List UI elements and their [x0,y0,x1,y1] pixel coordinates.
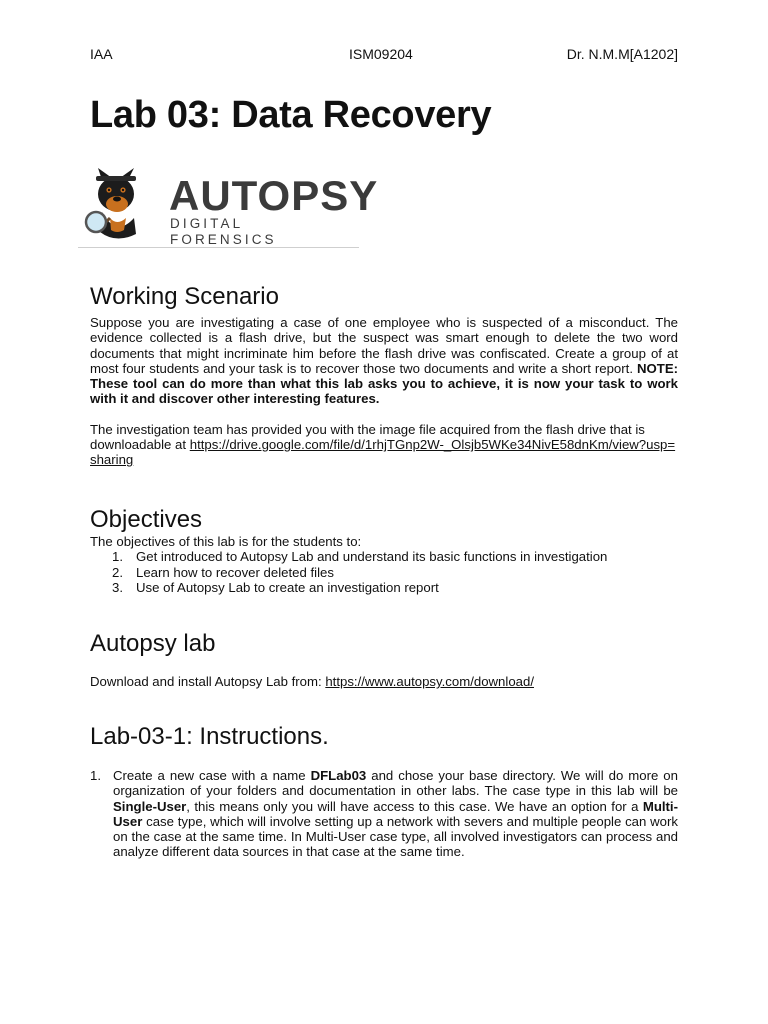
image-file-paragraph [90,422,678,468]
download-text: Download and install Autopsy Lab from: [90,674,322,689]
instructions-list [90,768,678,860]
instructions-heading: Lab-03-1: Instructions. [90,723,329,750]
single-user-label: Single-User [113,798,187,814]
scenario-paragraph [90,315,678,407]
logo-wordmark: AUTOPSY [169,172,379,219]
page-title: Lab 03: Data Recovery [90,94,492,136]
logo-tagline: DIGITAL FORENSICS [170,216,277,247]
page-header [90,46,678,64]
autopsy-lab-section [90,630,678,689]
multi-user-label: Multi-User [113,798,678,829]
objectives-section [90,506,678,595]
list-item: 3. Use of Autopsy Lab to create an investigation report [112,579,439,595]
image-file-text: The investigation team has provided you with the image file acquired from the flash drive that is downloadable at [90,421,645,453]
list-item: 1. Get introduced to Autopsy Lab and understand its basic functions in investigation [112,549,608,565]
case-name: DFLab03 [310,768,367,783]
objectives-intro: The objectives of this lab is for the students to: [90,534,362,549]
logo-divider [78,247,359,248]
autopsy-download-link[interactable]: https://www.autopsy.com/download/ [325,674,534,689]
scenario-note: NOTE: These tool can do more than what this lab asks you to achieve, it is now your task to work with it and discover other interesting features. [90,360,679,407]
instructions-section [90,723,678,860]
download-paragraph [90,674,678,689]
header-left: IAA [90,46,113,62]
header-author: Dr. N.M.M[A1202] [566,46,678,62]
autopsy-lab-heading: Autopsy lab [90,630,216,657]
image-file-link[interactable]: https://drive.google.com/file/d/1rhjTGnp2W-_Olsjb5WKe34NivE58dnKm/view?usp=sharing [90,437,676,468]
working-scenario-section [90,283,678,468]
working-scenario-heading: Working Scenario [90,283,279,310]
scenario-text: Suppose you are investigating a case of one employee who is suspected of a misconduct. The evidence collected is a flash drive, but the suspect was smart enough to delete the two word documents that might incriminate him before the flash drive was confiscated. Create a group of at most four students and your task is to recover those two documents and write a short report. [90,315,678,376]
autopsy-logo [84,168,379,247]
header-course-code: ISM09204 [349,46,413,62]
list-item: 1. Create a new case with a name DFLab03 and chose your base directory. We will do more on organization of your folders and documentation in other labs. The case type in this lab will be Single-User, this means only you will have access to this case. We have an option for a Multi-User case type, which will involve setting up a network with severs and multiple people can work on the case at the same time. In Multi-User case type, all involved investigators can process and analyze different data sources in that case at the same time. [90,768,678,860]
objectives-heading: Objectives [90,506,203,533]
list-item: 2. Learn how to recover deleted files [112,564,334,580]
objectives-list [90,549,678,595]
